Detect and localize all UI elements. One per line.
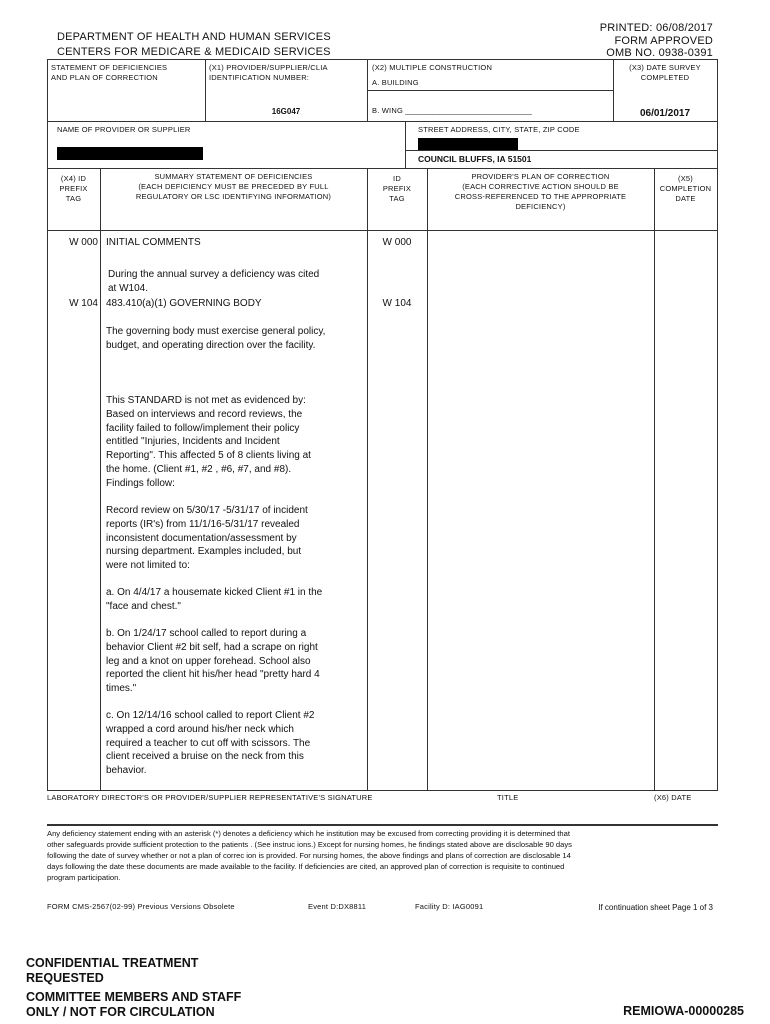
event-id: Event D:DX8811 [308,902,367,911]
signature-label: LABORATORY DIRECTOR'S OR PROVIDER/SUPPLIER REPRESENTATIVE'S SIGNATURE [47,793,373,802]
city-value: COUNCIL BLUFFS, IA 51501 [418,154,532,164]
x2-label: (X2) MULTIPLE CONSTRUCTION [372,63,493,72]
x2-building: A. BUILDING [372,78,419,87]
continuation-sheet: If continuation sheet Page 1 of 3 [598,903,713,912]
tag-w104: W 104 [69,298,98,309]
committee-notice: COMMITTEE MEMBERS AND STAFF ONLY / NOT FOR CIRCULATION [26,990,242,1019]
x1-label: (X1) PROVIDER/SUPPLIER/CLIA IDENTIFICATION NUMBER: [209,63,328,82]
confidential-notice: CONFIDENTIAL TREATMENT REQUESTED [26,956,199,985]
completion-header: (X5) COMPLETION DATE [659,174,712,203]
paragraph-example-b: b. On 1/24/17 school called to report during a behavior Client #2 bit self, had a scrape on right leg and a knot on upper forehead. School also reported the client hit his/her head "pretty hard 4 times." [106,628,320,695]
title-label: TITLE [497,793,519,802]
x1-value: 16G047 [271,107,301,116]
paragraph-example-c: c. On 12/14/16 school called to report Client #2 wrapped a cord around his/her neck which required a teacher to cut off with scissors. The client received a bruise on the neck from this behavior. [106,710,315,777]
street-address-redaction [418,138,518,150]
x4-prefix-header: (X4) ID PREFIX TAG [59,174,88,203]
tag-w000-right: W 000 [382,237,412,248]
initial-comments-text: During the annual survey a deficiency was cited at W104. [108,269,320,294]
x2-wing: B. WING _____________________________ [372,106,533,115]
x3-value: 06/01/2017 [639,108,691,119]
date-label: (X6) DATE [654,793,692,802]
plan-header: PROVIDER'S PLAN OF CORRECTION (EACH CORRECTIVE ACTION SHOULD BE CROSS-REFERENCED TO THE APPROPRIATE DEFICIENCY) [454,172,627,211]
summary-header: SUMMARY STATEMENT OF DEFICIENCIES (EACH DEFICIENCY MUST BE PRECEDED BY FULL REGULATORY OR LSC IDENTIFYING INFORMATION) [135,172,332,201]
paragraph-example-a: a. On 4/4/17 a housemate kicked Client #1 in the "face and chest." [106,587,323,612]
facility-id: Facility D: IAG0091 [415,902,484,911]
provider-label: NAME OF PROVIDER OR SUPPLIER [57,125,191,134]
w104-title: 483.410(a)(1) GOVERNING BODY [106,298,262,309]
provider-name-redaction [57,147,203,160]
initial-comments-title: INITIAL COMMENTS [106,237,201,248]
department-name: DEPARTMENT OF HEALTH AND HUMAN SERVICES [57,31,331,43]
printed-date: PRINTED: 06/08/2017 [599,22,713,34]
street-label: STREET ADDRESS, CITY, STATE, ZIP CODE [418,125,580,134]
form-number: FORM CMS-2567(02-99) Previous Versions Obsolete [47,902,235,911]
id-prefix-header: ID PREFIX TAG [382,174,412,203]
x3-label: (X3) DATE SURVEY COMPLETED [629,63,701,82]
omb-number: OMB NO. 0938-0391 [606,47,713,59]
tag-w000: W 000 [69,237,98,248]
form-approved: FORM APPROVED [614,35,713,47]
paragraph-record-review: Record review on 5/30/17 -5/31/17 of incident reports (IR's) from 11/1/16-5/31/17 revealed inconsistent documentation/assessment by nursing department. Examples included, but were not limited to: [106,505,308,572]
tag-w104-right: W 104 [382,298,412,309]
disclaimer: Any deficiency statement ending with an asterisk (*) denotes a deficiency which he institution may be excused from correcting providing it is determined that other safeguards provide sufficient protection to the patients . (See instruc ions.) Except for nursing homes, he findings stated above are disclosable 90 days following the date of survey whether or not a plan of correc ion is provided. For nursing homes, the above findings and plans of correction are disclosable 14 days following the date these documents are made available to the facility. If deficiencies are cited, an approved plan of correction is requisite to continued program participation. [47,829,572,882]
statement-label: STATEMENT OF DEFICIENCIES AND PLAN OF CORRECTION [51,63,168,82]
centers-name: CENTERS FOR MEDICARE & MEDICAID SERVICES [57,46,331,58]
paragraph-governing: The governing body must exercise general policy, budget, and operating direction over the facility. [106,326,326,351]
bates-number: REMIOWA-00000285 [623,1004,744,1018]
paragraph-standard: This STANDARD is not met as evidenced by: Based on interviews and record reviews, the facility failed to follow/implement their policy entitled "Injuries, Incidents and Incident Reporting". This affected 5 of 8 clients living at the home. (Client #1, #2 , #6, #7, and #8). Findings follow: [106,395,311,489]
